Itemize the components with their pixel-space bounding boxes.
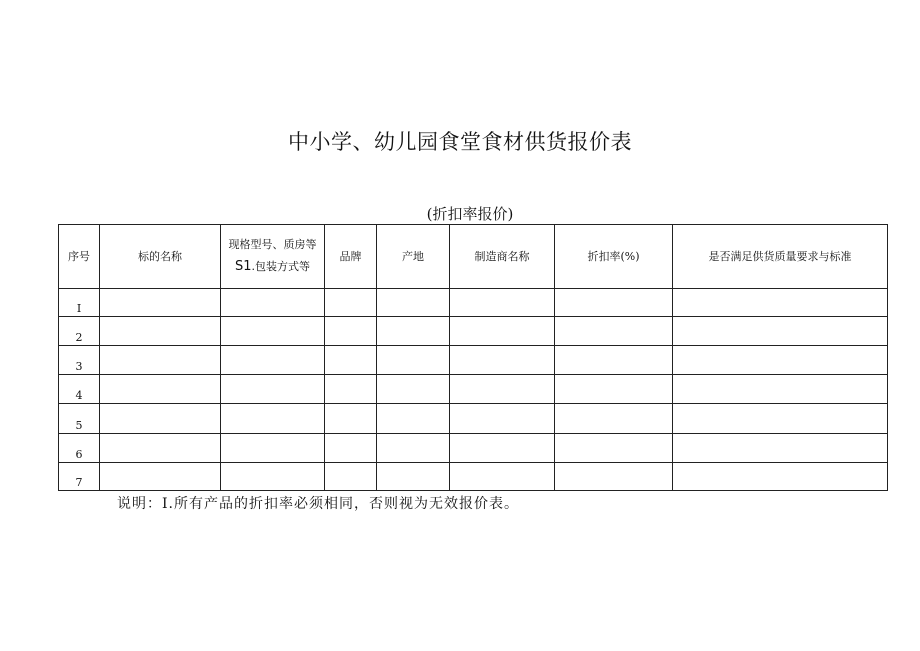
row-number: 4 [59, 375, 100, 404]
cell-spec[interactable] [221, 375, 325, 404]
cell-discount[interactable] [555, 434, 673, 463]
row-number: 2 [59, 317, 100, 346]
cell-origin[interactable] [377, 317, 450, 346]
header-origin: 产地 [377, 225, 450, 289]
header-item-name: 标的名称 [100, 225, 221, 289]
row-number: I [59, 289, 100, 317]
cell-spec[interactable] [221, 346, 325, 375]
cell-manufacturer[interactable] [450, 463, 555, 491]
cell-brand[interactable] [325, 434, 377, 463]
cell-discount[interactable] [555, 404, 673, 434]
cell-spec[interactable] [221, 404, 325, 434]
cell-item-name[interactable] [100, 317, 221, 346]
cell-manufacturer[interactable] [450, 434, 555, 463]
cell-manufacturer[interactable] [450, 346, 555, 375]
header-discount: 折扣率(%) [555, 225, 673, 289]
table-row [59, 317, 888, 346]
header-spec-line2-rest: .包装方式等 [251, 260, 311, 274]
footnote: 说明：Ⅰ.所有产品的折扣率必须相同，否则视为无效报价表。 [117, 496, 519, 512]
cell-brand[interactable] [325, 317, 377, 346]
page-title: 中小学、幼儿园食堂食材供货报价表 [288, 130, 632, 154]
cell-discount[interactable] [555, 317, 673, 346]
cell-origin[interactable] [377, 434, 450, 463]
cell-spec[interactable] [221, 434, 325, 463]
cell-compliance[interactable] [673, 317, 888, 346]
cell-manufacturer[interactable] [450, 289, 555, 317]
cell-manufacturer[interactable] [450, 404, 555, 434]
cell-spec[interactable] [221, 289, 325, 317]
table-row [59, 289, 888, 317]
table-header-row [59, 225, 888, 289]
cell-brand[interactable] [325, 289, 377, 317]
table-row [59, 404, 888, 434]
cell-item-name[interactable] [100, 404, 221, 434]
cell-origin[interactable] [377, 463, 450, 491]
cell-compliance[interactable] [673, 375, 888, 404]
cell-discount[interactable] [555, 463, 673, 491]
cell-origin[interactable] [377, 289, 450, 317]
cell-item-name[interactable] [100, 463, 221, 491]
quote-table [58, 224, 888, 491]
cell-item-name[interactable] [100, 434, 221, 463]
header-brand: 品牌 [325, 225, 377, 289]
header-manufacturer: 制造商名称 [450, 225, 555, 289]
cell-brand[interactable] [325, 375, 377, 404]
header-index: 序号 [59, 225, 100, 289]
cell-compliance[interactable] [673, 289, 888, 317]
cell-manufacturer[interactable] [450, 375, 555, 404]
cell-brand[interactable] [325, 404, 377, 434]
cell-manufacturer[interactable] [450, 317, 555, 346]
cell-discount[interactable] [555, 375, 673, 404]
row-number: 7 [59, 463, 100, 491]
table-row [59, 346, 888, 375]
header-spec-line2 [221, 258, 324, 276]
cell-compliance[interactable] [673, 404, 888, 434]
cell-origin[interactable] [377, 375, 450, 404]
header-spec-line1: 现格型号、质房等 [228, 237, 317, 251]
cell-compliance[interactable] [673, 434, 888, 463]
cell-item-name[interactable] [100, 375, 221, 404]
table-row [59, 434, 888, 463]
cell-origin[interactable] [377, 404, 450, 434]
table-row [59, 463, 888, 491]
row-number: 6 [59, 434, 100, 463]
cell-origin[interactable] [377, 346, 450, 375]
cell-brand[interactable] [325, 463, 377, 491]
cell-brand[interactable] [325, 346, 377, 375]
cell-spec[interactable] [221, 463, 325, 491]
header-compliance: 是否满足供货质量要求与标准 [673, 225, 888, 289]
header-spec-line2-prefix: S1 [234, 259, 252, 275]
header-spec [221, 225, 325, 289]
row-number: 3 [59, 346, 100, 375]
cell-discount[interactable] [555, 289, 673, 317]
cell-spec[interactable] [221, 317, 325, 346]
cell-item-name[interactable] [100, 289, 221, 317]
page-subtitle: (折扣率报价) [426, 205, 514, 223]
cell-compliance[interactable] [673, 346, 888, 375]
table-row [59, 375, 888, 404]
row-number: 5 [59, 404, 100, 434]
cell-compliance[interactable] [673, 463, 888, 491]
cell-discount[interactable] [555, 346, 673, 375]
cell-item-name[interactable] [100, 346, 221, 375]
